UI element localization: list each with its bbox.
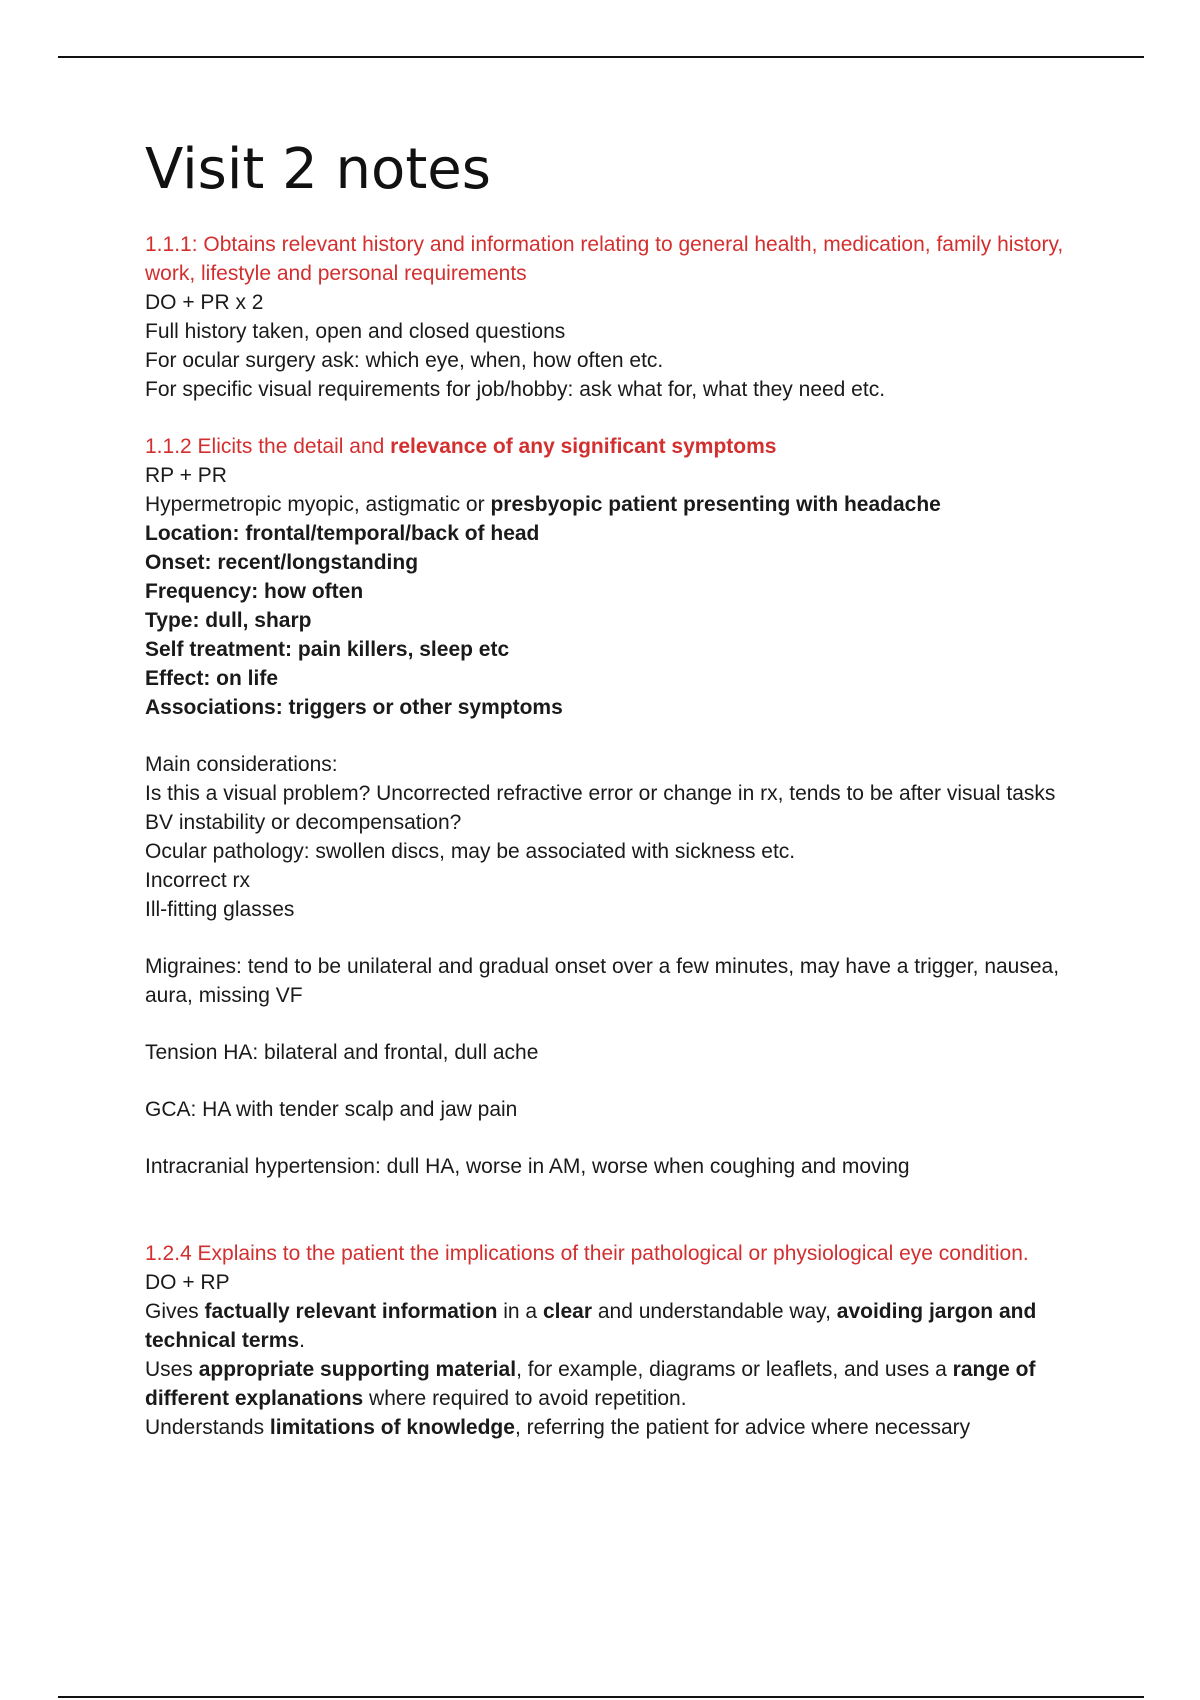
section-1-1-1 [145, 230, 1065, 404]
note-line: DO + PR x 2 [145, 291, 264, 315]
consideration-line: Incorrect rx [145, 869, 251, 893]
migraines-note: Migraines: tend to be unilateral and gradual onset over a few minutes, may have a trigger, nausea, aura, missing VF [145, 955, 1060, 1008]
note-line [145, 490, 1065, 519]
text-run-bold: limitations of knowledge [269, 1416, 515, 1440]
note-line: RP + PR [145, 464, 227, 488]
document-page [145, 137, 1065, 1442]
heading-part-bold: relevance of any significant symptoms [390, 435, 777, 459]
bold-line: Associations: triggers or other symptoms [145, 696, 563, 720]
top-rule [58, 56, 1144, 58]
consideration-line: Is this a visual problem? Uncorrected refractive error or change in rx, tends to be after visual tasks [145, 782, 1056, 806]
text-run-bold: clear [542, 1300, 592, 1324]
bold-line: Effect: on life [145, 667, 279, 691]
text-run: Uses [145, 1358, 199, 1382]
paragraph-1 [145, 1297, 1065, 1355]
consideration-line: BV instability or decompensation? [145, 811, 462, 835]
bold-line: Self treatment: pain killers, sleep etc [145, 638, 510, 662]
consideration-line: Ocular pathology: swollen discs, may be associated with sickness etc. [145, 840, 796, 864]
section-1-2-4 [145, 1239, 1065, 1442]
note-line: Full history taken, open and closed questions [145, 320, 566, 344]
bold-line: Location: frontal/temporal/back of head [145, 522, 540, 546]
text-run-bold: factually relevant information [204, 1300, 498, 1324]
text-run: where required to avoid repetition. [363, 1387, 687, 1411]
bold-line: Type: dull, sharp [145, 609, 312, 633]
intracranial-note: Intracranial hypertension: dull HA, worse in AM, worse when coughing and moving [145, 1155, 910, 1179]
bottom-rule [58, 1696, 1144, 1698]
section-1-1-2 [145, 432, 1065, 1181]
text-run: Gives [145, 1300, 205, 1324]
text-run: , referring the patient for advice where necessary [514, 1416, 971, 1440]
section-heading: 1.2.4 Explains to the patient the implications of their pathological or physiological eye condition. [145, 1242, 1029, 1266]
text-run: . [299, 1329, 305, 1353]
bold-line: Frequency: how often [145, 580, 364, 604]
paragraph-3 [145, 1413, 1065, 1442]
text-run: Hypermetropic myopic, astigmatic or [145, 493, 491, 517]
heading-part: 1.1.2 Elicits the detail and [145, 435, 391, 459]
section-heading: 1.1.1: Obtains relevant history and information relating to general health, medication, family history, work, lifestyle and personal requirements [145, 233, 1064, 286]
text-run-bold: range of different explanations [145, 1358, 1036, 1411]
paragraph-2 [145, 1355, 1065, 1413]
note-line: For ocular surgery ask: which eye, when, how often etc. [145, 349, 664, 373]
page-title: Visit 2 notes [145, 137, 491, 202]
considerations-title: Main considerations: [145, 753, 338, 777]
text-run-bold: avoiding jargon and technical terms [145, 1300, 1037, 1353]
consideration-line: Ill-fitting glasses [145, 898, 295, 922]
section-heading [145, 432, 1065, 461]
note-line: For specific visual requirements for job/hobby: ask what for, what they need etc. [145, 378, 886, 402]
text-run-bold: appropriate supporting material [198, 1358, 517, 1382]
text-run: Understands [145, 1416, 270, 1440]
text-run: , for example, diagrams or leaflets, and uses a [516, 1358, 953, 1382]
bold-line: Onset: recent/longstanding [145, 551, 419, 575]
text-run: and understandable way, [592, 1300, 837, 1324]
tension-note: Tension HA: bilateral and frontal, dull ache [145, 1041, 539, 1065]
text-run-bold: presbyopic patient presenting with headache [490, 493, 941, 517]
note-line: DO + RP [145, 1271, 230, 1295]
gca-note: GCA: HA with tender scalp and jaw pain [145, 1098, 518, 1122]
text-run: in a [497, 1300, 543, 1324]
